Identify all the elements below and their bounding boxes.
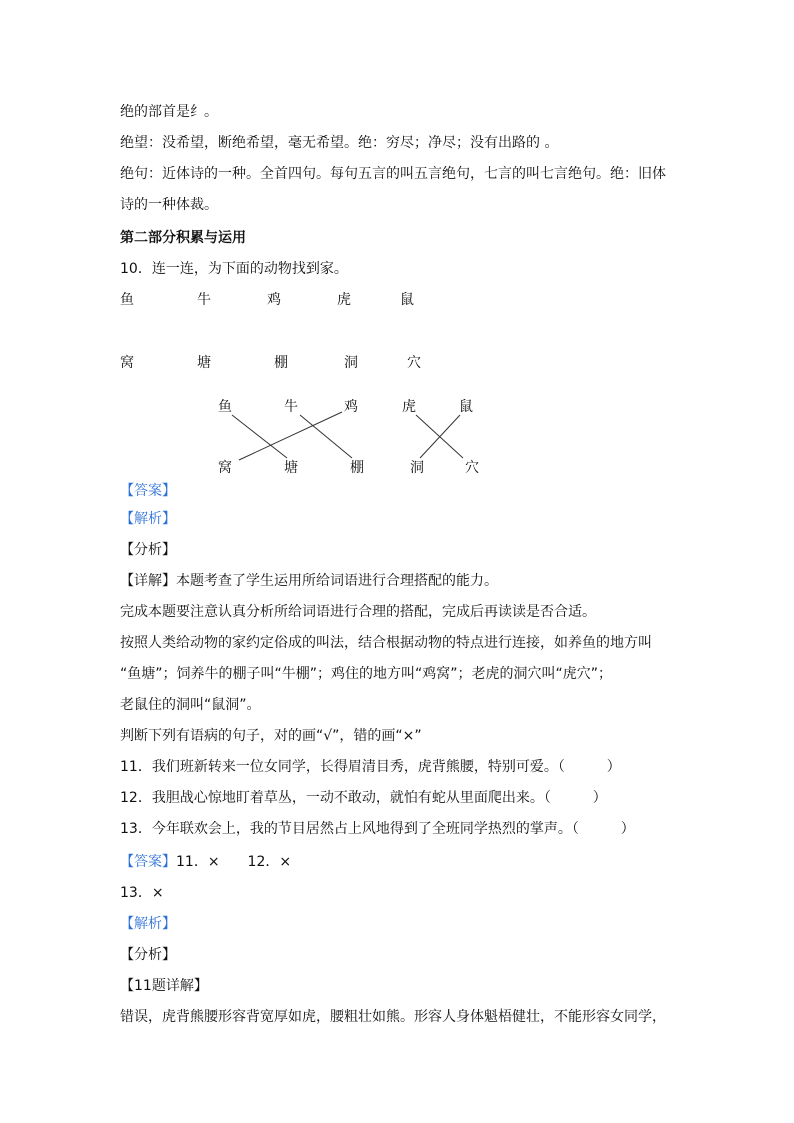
home-den: 穴 (407, 355, 421, 371)
diagram-bottom-den: 穴 (465, 460, 479, 476)
home-nest: 窝 (120, 355, 134, 371)
q11-detail: 错误，虎背熊腰形容背宽厚如虎，腰粗壮如熊。形容人身体魁梧健壮，不能形容女同学， (120, 1009, 666, 1025)
paragraph-2: 按照人类给动物的家约定俗成的叫法，结合根据动物的特点进行连接，如养鱼的地方叫 (120, 635, 652, 651)
home-pond: 塘 (197, 355, 211, 371)
animal-fish: 鱼 (120, 292, 134, 308)
home-hole: 洞 (344, 355, 358, 371)
connector-cow-shed (300, 415, 352, 458)
diagram-bottom-shed: 棚 (350, 460, 364, 476)
text-line-4: 诗的一种体裁。 (120, 197, 218, 213)
question-10: 10．连一连，为下面的动物找到家。 (120, 261, 348, 277)
section-title: 第二部分积累与运用 (120, 230, 246, 246)
answer-tag: 【答案】 (120, 483, 176, 499)
home-shed: 棚 (274, 355, 288, 371)
answer-13: 13．× (120, 885, 164, 901)
paragraph-1: 完成本题要注意认真分析所给词语进行合理的搭配，完成后再读读是否合适。 (120, 604, 596, 620)
analysis-tag-2: 【解析】 (120, 916, 176, 932)
diagram-bottom-nest: 窝 (218, 460, 232, 476)
judge-instruction: 判断下列有语病的句子，对的画“√”，错的画“×” (120, 728, 422, 744)
animal-tiger: 虎 (337, 292, 351, 308)
diagram-top-mouse: 鼠 (459, 399, 473, 415)
fenxi-tag-2: 【分析】 (120, 947, 176, 963)
q11-detail-tag: 【11题详解】 (120, 978, 208, 994)
analysis-tag: 【解析】 (120, 511, 176, 527)
paragraph-4: 老鼠住的洞叫“鼠洞”。 (120, 697, 261, 713)
diagram-top-chicken: 鸡 (344, 399, 358, 415)
text-line-1: 绝的部首是纟。 (120, 104, 218, 120)
animal-cow: 牛 (197, 292, 211, 308)
detail-tag: 【详解】 (120, 573, 176, 589)
text-line-2: 绝望：没希望，断绝希望，毫无希望。绝：穷尽；净尽；没有出路的 。 (120, 135, 559, 151)
detail-line (120, 572, 498, 590)
diagram-top-cow: 牛 (284, 399, 298, 415)
paragraph-3: “鱼塘”；饲养牛的棚子叫“牛棚”；鸡住的地方叫“鸡窝”；老虎的洞穴叫“虎穴”； (120, 666, 613, 682)
connector-chicken-nest (239, 412, 342, 460)
answer-12: 12．× (247, 854, 292, 870)
answer-tag-2: 【答案】 (120, 854, 176, 870)
text-line-3: 绝句：近体诗的一种。全首四句。每句五言的叫五言绝句，七言的叫七言绝句。绝：旧体 (120, 166, 666, 182)
diagram-top-fish: 鱼 (218, 399, 232, 415)
answer-line (120, 853, 291, 871)
animal-mouse: 鼠 (400, 292, 414, 308)
animal-chicken: 鸡 (267, 292, 281, 308)
diagram-bottom-hole: 洞 (410, 460, 424, 476)
connector-mouse-hole (420, 415, 460, 458)
question-12: 12．我胆战心惊地盯着草丛，一动不敢动，就怕有蛇从里面爬出来。（ ） (120, 790, 607, 806)
detail-text: 本题考查了学生运用所给词语进行合理搭配的能力。 (176, 573, 498, 589)
fenxi-tag: 【分析】 (120, 542, 176, 558)
diagram-bottom-pond: 塘 (284, 460, 298, 476)
answer-11: 11．× (176, 854, 220, 870)
connector-fish-pond (232, 415, 287, 458)
question-11: 11．我们班新转来一位女同学，长得眉清目秀，虎背熊腰，特别可爱。（ ） (120, 759, 621, 775)
question-13: 13．今年联欢会上，我的节目居然占上风地得到了全班同学热烈的掌声。（ ） (120, 821, 635, 837)
diagram-top-tiger: 虎 (402, 399, 416, 415)
